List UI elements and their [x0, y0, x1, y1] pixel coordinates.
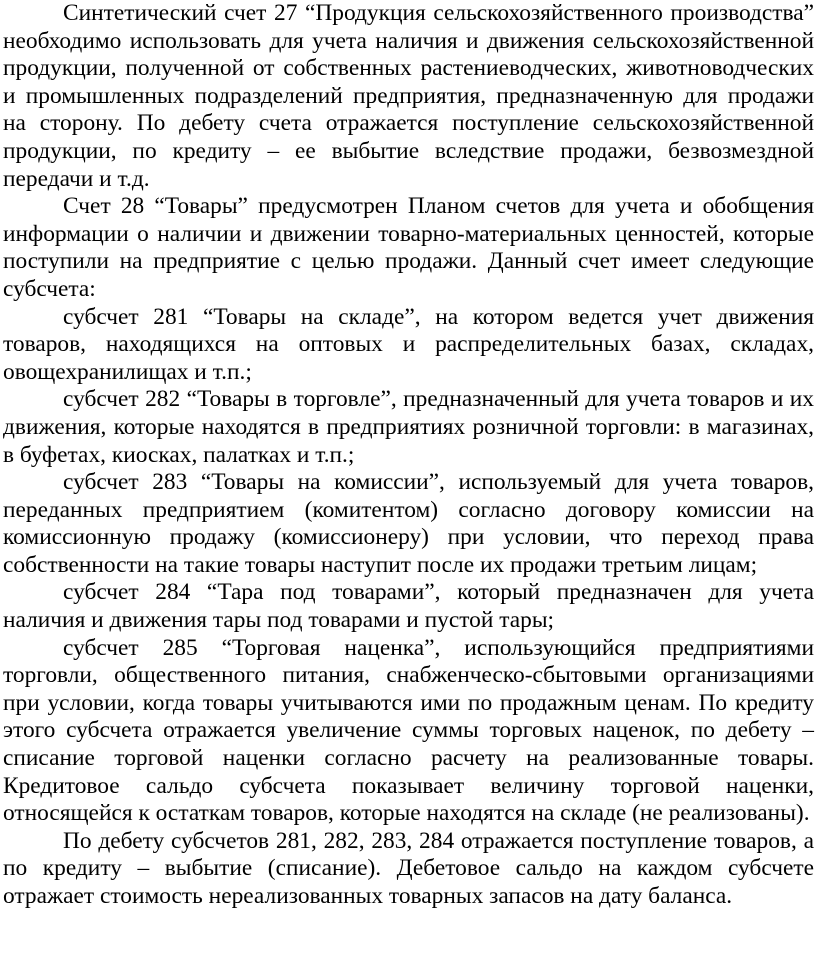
paragraph-subaccount-281: субсчет 281 “Товары на складе”, на котором ведется учет движения товаров, находящихся на оптовых и распределительных базах, складах, овощехранилищах и т.п.; [3, 303, 814, 385]
paragraph-debit-credit-summary: По дебету субсчетов 281, 282, 283, 284 отражается поступление товаров, а по кредиту – выбытие (списание). Дебетовое сальдо на каждом субсчете отражает стоимость нереализованных товарных запасов на дату баланса. [3, 827, 814, 909]
paragraph-subaccount-282: субсчет 282 “Товары в торговле”, предназначенный для учета товаров и их движения, которые находятся в предприятиях розничной торговли: в магазинах, в буфетах, киосках, палатках и т.п.; [3, 386, 814, 468]
paragraph-account-27: Синтетический счет 27 “Продукция сельскохозяйственного производства” необходимо использовать для учета наличия и движения сельскохозяйственной продукции, полученной от собственных растениеводческих, животноводческих и промышленных подразделений предприятия, предназначенную для продажи на сторону. По дебету счета отражается поступление сельскохозяйственной продукции, по кредиту – ее выбытие вследствие продажи, безвозмездной передачи и т.д. [3, 0, 814, 192]
paragraph-subaccount-285: субсчет 285 “Торговая наценка”, использующийся предприятиями торговли, общественного питания, снабженческо-сбытовыми организациями при условии, когда товары учитываются ими по продажным ценам. По кредиту этого субсчета отражается увеличение суммы торговых наценок, по дебету – списание торговой наценки согласно расчету на реализованные товары. Кредитовое сальдо субсчета показывает величину торговой наценки, относящейся к остаткам товаров, которые находятся на складе (не реализованы). [3, 634, 814, 827]
paragraph-account-28: Счет 28 “Товары” предусмотрен Планом счетов для учета и обобщения информации о наличии и движении товарно-материальных ценностей, которые поступили на предприятие с целью продажи. Данный счет имеет следующие субсчета: [3, 193, 814, 302]
paragraph-subaccount-284: субсчет 284 “Тара под товарами”, который предназначен для учета наличия и движения тары под товарами и пустой тары; [3, 579, 814, 634]
paragraph-subaccount-283: субсчет 283 “Товары на комиссии”, используемый для учета товаров, переданных предприятием (комитентом) согласно договору комиссии на комиссионную продажу (комиссионеру) при условии, что переход права собственности на такие товары наступит после их продажи третьим лицам; [3, 469, 814, 578]
